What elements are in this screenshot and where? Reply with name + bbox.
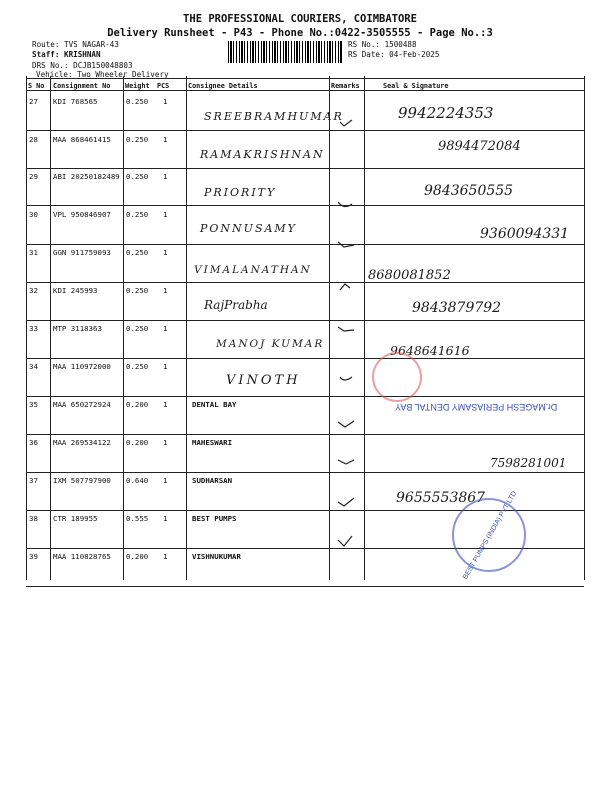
row-sno: 34 <box>29 362 38 371</box>
row-pcs: 1 <box>163 210 168 219</box>
row-weight: 0.250 <box>126 324 149 333</box>
row-weight: 0.640 <box>126 476 149 485</box>
table-border-left <box>26 76 27 580</box>
consignee-name: BEST PUMPS <box>192 514 237 523</box>
table-border-right <box>584 76 585 580</box>
row-pcs: 1 <box>163 324 168 333</box>
rs-date: RS Date: 04-Feb-2025 <box>348 50 440 59</box>
col-divider <box>50 76 51 580</box>
col-header-pcs: PCS <box>157 82 170 90</box>
handwritten-name: VIMALANATHAN <box>194 264 312 276</box>
tick-mark <box>338 327 354 331</box>
handwritten-name: RAMAKRISHNAN <box>200 148 325 161</box>
tick-mark <box>338 202 352 207</box>
row-divider <box>26 434 584 435</box>
handwritten-name: RajPrabha <box>204 298 268 312</box>
row-consignment: VPL 950846907 <box>53 210 111 219</box>
tick-mark <box>338 460 354 464</box>
col-header-sno: S No <box>28 82 45 90</box>
handwritten-name: SREEBRAMHUMAR <box>204 110 344 123</box>
dental-bay-stamp: Dr.MAGESH PERIASAMY DENTAL BAY <box>395 402 558 412</box>
col-divider <box>364 76 365 580</box>
row-divider <box>26 358 584 359</box>
row-consignment: MAA 650272924 <box>53 400 111 409</box>
row-sno: 37 <box>29 476 38 485</box>
row-weight: 0.555 <box>126 514 149 523</box>
tick-mark <box>338 242 354 247</box>
row-consignment: MAA 110828765 <box>53 552 111 561</box>
row-pcs: 1 <box>163 400 168 409</box>
row-weight: 0.250 <box>126 248 149 257</box>
row-divider <box>26 320 584 321</box>
handwritten-name: PONNUSAMY <box>200 222 297 235</box>
report-subtitle: Delivery Runsheet - P43 - Phone No.:0422-3505555 - Page No.:3 <box>107 27 493 39</box>
tick-mark <box>338 536 352 546</box>
row-pcs: 1 <box>163 248 168 257</box>
handwritten-signature: 9360094331 <box>480 226 570 242</box>
row-divider <box>26 244 584 245</box>
row-divider <box>26 130 584 131</box>
rs-number: RS No.: 1500488 <box>348 40 417 49</box>
row-sno: 29 <box>29 172 38 181</box>
row-pcs: 1 <box>163 135 168 144</box>
barcode <box>228 41 342 63</box>
tick-mark <box>340 377 352 380</box>
report-title: THE PROFESSIONAL COURIERS, COIMBATORE <box>183 13 417 25</box>
row-pcs: 1 <box>163 97 168 106</box>
row-consignment: CTR 189955 <box>53 514 98 523</box>
row-pcs: 1 <box>163 552 168 561</box>
table-border-top <box>26 78 584 79</box>
table-border-bottom <box>26 586 584 587</box>
row-sno: 38 <box>29 514 38 523</box>
row-consignment: IXM 507797900 <box>53 476 111 485</box>
best-pumps-seal-text: BEST PUMPS (INDIA) PVT LTD <box>462 490 519 581</box>
row-divider <box>26 168 584 169</box>
col-header-weight: Weight <box>125 82 150 90</box>
handwritten-signature: 8680081852 <box>368 268 451 283</box>
handwritten-name: MANOJ KUMAR <box>216 338 325 350</box>
col-header-seal: Seal & Signature <box>383 82 449 90</box>
row-consignment: ABI 20250182489 <box>53 172 120 181</box>
row-sno: 39 <box>29 552 38 561</box>
staff-label: Staff: KRISHNAN <box>32 50 101 59</box>
row-sno: 36 <box>29 438 38 447</box>
row-weight: 0.250 <box>126 135 149 144</box>
drs-label: DRS No.: DCJB150048803 <box>32 61 133 70</box>
row-sno: 28 <box>29 135 38 144</box>
handwritten-signature: 9843650555 <box>424 183 514 199</box>
handwritten-signature: 7598281001 <box>490 456 567 470</box>
handwritten-signature: 9942224353 <box>398 104 494 122</box>
row-consignment: KDI 245993 <box>53 286 98 295</box>
row-consignment: MAA 868461415 <box>53 135 111 144</box>
tick-mark <box>340 284 350 290</box>
row-sno: 32 <box>29 286 38 295</box>
row-divider <box>26 205 584 206</box>
vehicle-label: Vehicle: Two Wheeler Delivery <box>36 70 169 79</box>
consignee-name: DENTAL BAY <box>192 400 237 409</box>
row-consignment: MTP 3118363 <box>53 324 102 333</box>
route-label: Route: TVS NAGAR-43 <box>32 40 119 49</box>
row-weight: 0.200 <box>126 400 149 409</box>
handwritten-signature: 9843879792 <box>412 300 502 316</box>
red-stamp <box>372 352 422 402</box>
col-divider <box>186 76 187 580</box>
row-pcs: 1 <box>163 438 168 447</box>
row-pcs: 1 <box>163 514 168 523</box>
row-weight: 0.250 <box>126 210 149 219</box>
col-divider <box>123 76 124 580</box>
row-pcs: 1 <box>163 286 168 295</box>
row-weight: 0.250 <box>126 286 149 295</box>
row-weight: 0.250 <box>126 362 149 371</box>
row-consignment: GGN 911759093 <box>53 248 111 257</box>
row-pcs: 1 <box>163 362 168 371</box>
row-consignment: MAA 269534122 <box>53 438 111 447</box>
row-pcs: 1 <box>163 172 168 181</box>
row-weight: 0.250 <box>126 97 149 106</box>
consignee-name: VISHNUKUMAR <box>192 552 241 561</box>
row-sno: 31 <box>29 248 38 257</box>
row-divider <box>26 472 584 473</box>
tick-mark <box>338 498 354 506</box>
handwritten-signature: 9655553867 <box>396 490 486 506</box>
tick-mark <box>340 120 352 126</box>
handwritten-name: PRIORITY <box>204 186 277 199</box>
handwritten-name: VINOTH <box>226 373 301 388</box>
col-header-consignee: Consignee Details <box>188 82 258 90</box>
handwritten-signature: 9894472084 <box>438 139 521 154</box>
row-weight: 0.250 <box>126 172 149 181</box>
tick-mark <box>338 421 354 427</box>
row-sno: 35 <box>29 400 38 409</box>
row-sno: 33 <box>29 324 38 333</box>
row-consignment: MAA 110972000 <box>53 362 111 371</box>
col-header-remarks: Remarks <box>331 82 360 90</box>
row-weight: 0.200 <box>126 552 149 561</box>
handwritten-signature: 9648641616 <box>390 343 470 358</box>
consignee-name: MAHESWARI <box>192 438 233 447</box>
row-consignment: KDI 768565 <box>53 97 98 106</box>
table-header-divider <box>26 90 584 91</box>
row-pcs: 1 <box>163 476 168 485</box>
consignee-name: SUDHARSAN <box>192 476 233 485</box>
row-sno: 27 <box>29 97 38 106</box>
remarks-ticks <box>330 92 364 582</box>
row-sno: 30 <box>29 210 38 219</box>
col-header-consignment: Consignment No <box>53 82 111 90</box>
row-divider <box>26 396 584 397</box>
row-weight: 0.200 <box>126 438 149 447</box>
row-divider <box>26 282 584 283</box>
